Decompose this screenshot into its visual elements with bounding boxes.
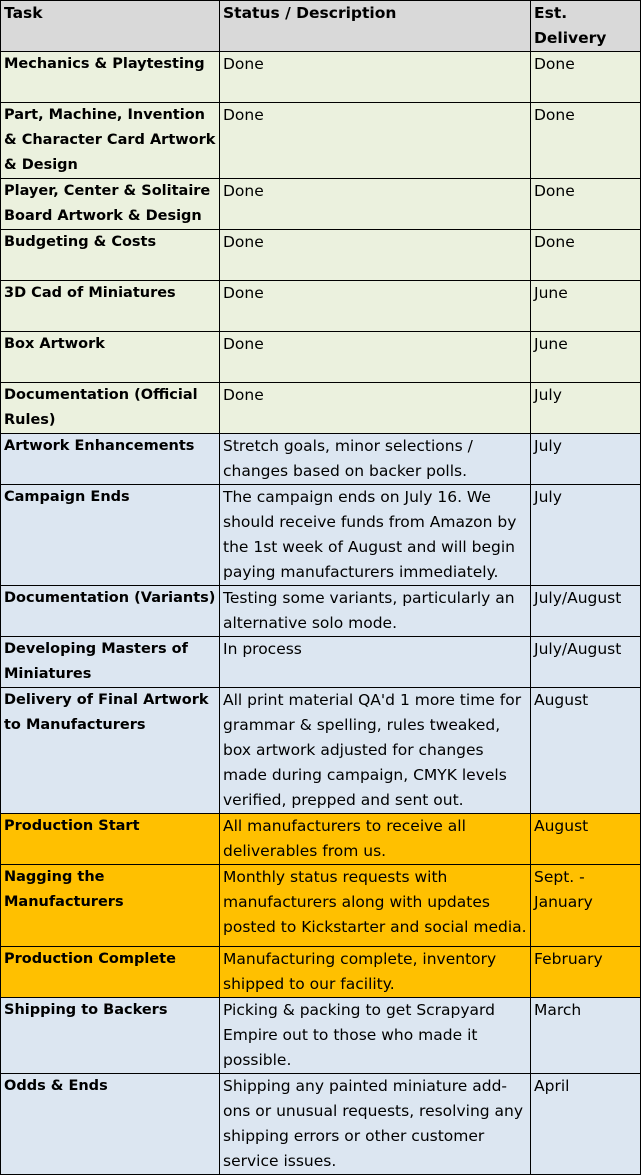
- table-row: [1, 947, 641, 998]
- table-row: [1, 103, 641, 179]
- description-cell: Done: [220, 230, 531, 281]
- task-cell: Odds & Ends: [1, 1074, 220, 1175]
- delivery-cell: March: [531, 998, 641, 1074]
- table-row: [1, 998, 641, 1074]
- task-cell: Production Start: [1, 814, 220, 865]
- table-row: [1, 281, 641, 332]
- table-row: [1, 485, 641, 586]
- delivery-cell: Done: [531, 103, 641, 179]
- delivery-cell: Done: [531, 52, 641, 103]
- description-cell: Done: [220, 52, 531, 103]
- task-cell: Mechanics & Playtesting: [1, 52, 220, 103]
- table-row: [1, 332, 641, 383]
- delivery-cell: Sept. - January: [531, 865, 641, 947]
- table-row: [1, 688, 641, 814]
- header-status-description: Status / Description: [220, 1, 531, 52]
- delivery-cell: Done: [531, 230, 641, 281]
- description-cell: Done: [220, 281, 531, 332]
- header-est-delivery: Est. Delivery: [531, 1, 641, 52]
- delivery-cell: April: [531, 1074, 641, 1175]
- header-row: [1, 1, 641, 52]
- table-row: [1, 179, 641, 230]
- table-row: [1, 52, 641, 103]
- delivery-cell: June: [531, 281, 641, 332]
- task-cell: Developing Masters of Miniatures: [1, 637, 220, 688]
- task-cell: Box Artwork: [1, 332, 220, 383]
- delivery-cell: July/August: [531, 586, 641, 637]
- table-row: [1, 434, 641, 485]
- delivery-cell: July: [531, 383, 641, 434]
- task-cell: Player, Center & Solitaire Board Artwork & Design: [1, 179, 220, 230]
- delivery-cell: July/August: [531, 637, 641, 688]
- task-cell: Part, Machine, Invention & Character Card Artwork & Design: [1, 103, 220, 179]
- table-row: [1, 230, 641, 281]
- delivery-cell: February: [531, 947, 641, 998]
- description-cell: Stretch goals, minor selections / changes based on backer polls.: [220, 434, 531, 485]
- description-cell: All print material QA'd 1 more time for grammar & spelling, rules tweaked, box artwork adjusted for changes made during campaign, CMYK levels verified, prepped and sent out.: [220, 688, 531, 814]
- delivery-cell: August: [531, 688, 641, 814]
- description-cell: Testing some variants, particularly an alternative solo mode.: [220, 586, 531, 637]
- task-cell: Documentation (Official Rules): [1, 383, 220, 434]
- description-cell: Done: [220, 179, 531, 230]
- task-cell: Delivery of Final Artwork to Manufacturers: [1, 688, 220, 814]
- delivery-cell: July: [531, 434, 641, 485]
- task-cell: Nagging the Manufacturers: [1, 865, 220, 947]
- description-cell: All manufacturers to receive all deliverables from us.: [220, 814, 531, 865]
- task-cell: Documentation (Variants): [1, 586, 220, 637]
- task-cell: Shipping to Backers: [1, 998, 220, 1074]
- description-cell: Manufacturing complete, inventory shipped to our facility.: [220, 947, 531, 998]
- description-cell: Done: [220, 332, 531, 383]
- task-cell: Campaign Ends: [1, 485, 220, 586]
- task-cell: Budgeting & Costs: [1, 230, 220, 281]
- task-cell: 3D Cad of Miniatures: [1, 281, 220, 332]
- table-row: [1, 814, 641, 865]
- delivery-cell: Done: [531, 179, 641, 230]
- delivery-cell: July: [531, 485, 641, 586]
- description-cell: Picking & packing to get Scrapyard Empire out to those who made it possible.: [220, 998, 531, 1074]
- description-cell: Done: [220, 103, 531, 179]
- header-task: Task: [1, 1, 220, 52]
- delivery-cell: August: [531, 814, 641, 865]
- task-cell: Artwork Enhancements: [1, 434, 220, 485]
- table-row: [1, 865, 641, 947]
- description-cell: The campaign ends on July 16. We should receive funds from Amazon by the 1st week of August and will begin paying manufacturers immediately.: [220, 485, 531, 586]
- description-cell: Shipping any painted miniature add-ons or unusual requests, resolving any shipping errors or other customer service issues.: [220, 1074, 531, 1175]
- table-row: [1, 1074, 641, 1175]
- delivery-cell: June: [531, 332, 641, 383]
- task-cell: Production Complete: [1, 947, 220, 998]
- table-row: [1, 383, 641, 434]
- description-cell: Done: [220, 383, 531, 434]
- table-row: [1, 637, 641, 688]
- description-cell: In process: [220, 637, 531, 688]
- table-row: [1, 586, 641, 637]
- description-cell: Monthly status requests with manufacturers along with updates posted to Kickstarter and social media.: [220, 865, 531, 947]
